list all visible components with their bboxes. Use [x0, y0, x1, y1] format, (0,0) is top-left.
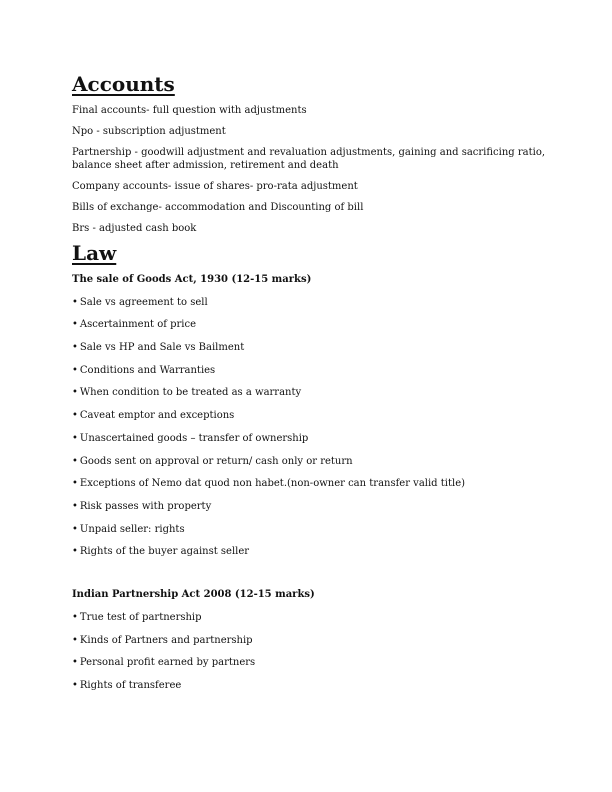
- accounts-item: Partnership - goodwill adjustment and revaluation adjustments, gaining and sacrificing ratio, balance sheet after admission, retirement and death: [72, 147, 546, 171]
- bullet-item: • Unpaid seller: rights: [72, 523, 185, 535]
- accounts-list: [72, 104, 552, 235]
- bullet-item: • When condition to be treated as a warranty: [72, 387, 302, 399]
- bullet-icon: •: [72, 546, 78, 558]
- section-title-partnership-act: Indian Partnership Act 2008 (12-15 marks): [72, 589, 315, 601]
- bullet-icon: •: [72, 432, 78, 444]
- bullet-icon: •: [72, 296, 78, 308]
- document-page: [72, 72, 552, 692]
- accounts-item: Npo - subscription adjustment: [72, 126, 226, 137]
- bullet-item: • Risk passes with property: [72, 500, 212, 512]
- bullet-item: • Personal profit earned by partners: [72, 657, 256, 669]
- accounts-item: Brs - adjusted cash book: [72, 223, 197, 234]
- bullet-item: • Conditions and Warranties: [72, 364, 216, 376]
- bullet-icon: •: [72, 342, 78, 354]
- partnership-act-bullets: [72, 611, 552, 692]
- bullet-icon: •: [72, 319, 78, 331]
- bullet-item: • True test of partnership: [72, 611, 202, 623]
- sale-of-goods-bullets: [72, 296, 552, 559]
- bullet-icon: •: [72, 657, 78, 669]
- bullet-item: • Ascertainment of price: [72, 319, 197, 331]
- accounts-item: Company accounts- issue of shares- pro-rata adjustment: [72, 181, 358, 192]
- bullet-item: • Rights of transferee: [72, 680, 182, 691]
- bullet-icon: •: [72, 611, 78, 623]
- bullet-icon: •: [72, 364, 78, 376]
- bullet-item: • Sale vs HP and Sale vs Bailment: [72, 342, 245, 354]
- bullet-item: • Rights of the buyer against seller: [72, 546, 250, 558]
- bullet-icon: •: [72, 455, 78, 467]
- bullet-item: • Caveat emptor and exceptions: [72, 410, 235, 422]
- bullet-icon: •: [72, 500, 78, 512]
- bullet-icon: •: [72, 387, 78, 399]
- bullet-item: • Unascertained goods – transfer of ownership: [72, 432, 309, 444]
- section-spacer: [72, 558, 552, 580]
- bullet-icon: •: [72, 523, 78, 535]
- law-heading: Law: [72, 241, 117, 265]
- bullet-item: • Sale vs agreement to sell: [72, 296, 208, 308]
- bullet-icon: •: [72, 634, 78, 646]
- accounts-item: Bills of exchange- accommodation and Discounting of bill: [72, 202, 364, 213]
- bullet-icon: •: [72, 680, 78, 691]
- bullet-item: • Exceptions of Nemo dat quod non habet.(non-owner can transfer valid title): [72, 478, 466, 490]
- section-title-sale-of-goods: The sale of Goods Act, 1930 (12-15 marks): [72, 274, 312, 285]
- accounts-heading: Accounts: [72, 72, 175, 96]
- bullet-icon: •: [72, 410, 78, 422]
- bullet-item: • Kinds of Partners and partnership: [72, 634, 253, 646]
- accounts-item: Final accounts- full question with adjustments: [72, 105, 307, 116]
- bullet-icon: •: [72, 478, 78, 490]
- bullet-item: • Goods sent on approval or return/ cash only or return: [72, 455, 353, 467]
